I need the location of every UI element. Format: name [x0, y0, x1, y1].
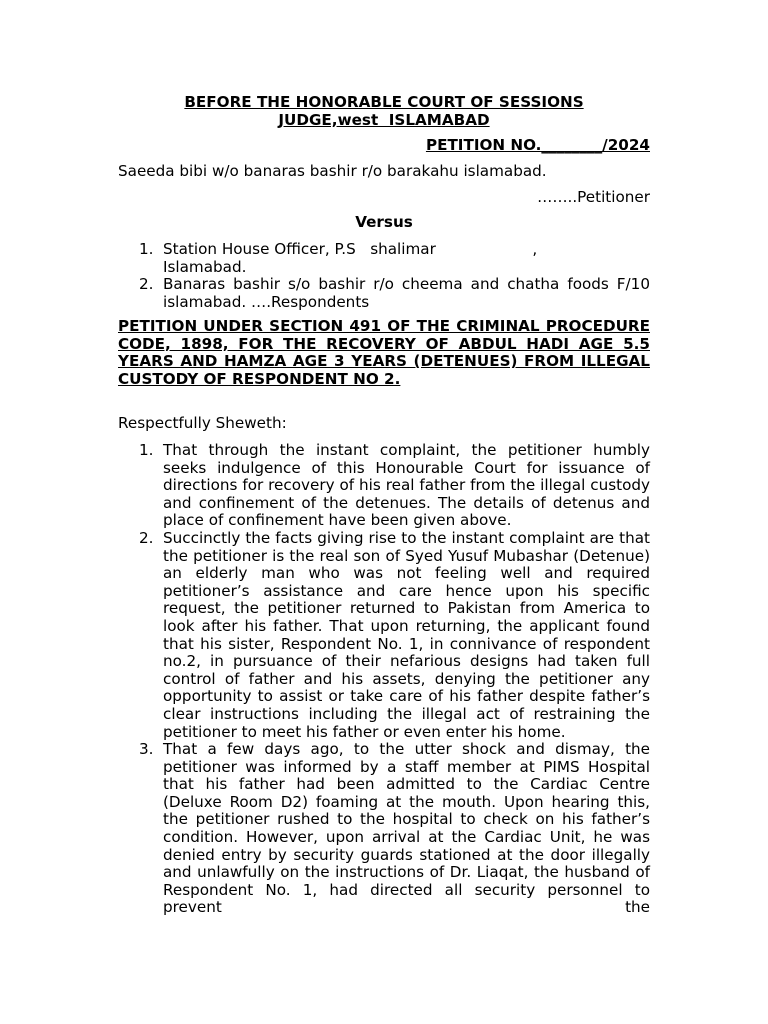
paragraph-text: That through the instant complaint, the petitioner humbly seeks indulgence of this Honourable Court for issuance of directions for recovery of his real father from the illegal custody and confinement of the detenues. The details of detenus and place of confinement have been given above. [163, 441, 650, 530]
respondent-text: Banaras bashir s/o bashir r/o cheema and chatha foods F/10 islamabad. ….Respondents [163, 275, 650, 311]
respondent-item [118, 241, 650, 276]
paragraph-text: That a few days ago, to the utter shock and dismay, the petitioner was informed by a staff member at PIMS Hospital that his father had been admitted to the Cardiac Centre (Deluxe Room D2) foaming at the mouth. Upon hearing this, the petitioner rushed to the hospital to check on his father’s condition. However, upon arrival at the Cardiac Unit, he was denied entry by security guards stationed at the door illegally and unlawfully on the instructions of Dr. Liaqat, the husband of Respondent No. 1, had directed all security personnel to prevent the [163, 740, 650, 917]
respondent-text: Station House Officer, P.S shalimar , Islamabad. [163, 240, 538, 276]
petitioner-line: Saeeda bibi w/o banaras bashir r/o barakahu islamabad. [118, 162, 547, 180]
paragraph-text: Succinctly the facts giving rise to the instant complaint are that the petitioner is the real son of Syed Yusuf Mubashar (Detenue) an elderly man who was not feeling well and required petitioner’s assistance and care hence upon his specific request, the petitioner returned to Pakistan from America to look after his father. That upon returning, the applicant found that his sister, Respondent No. 1, in connivance of respondent no.2, in pursuance of their nefarious designs had taken full control of father and his assets, denying the petitioner any opportunity to assist or take care of his father despite father’s clear instructions including the illegal act of restraining the petitioner to meet his father or even enter his home. [163, 528, 650, 741]
respondent-item [118, 276, 650, 311]
versus-label: Versus [355, 213, 413, 231]
respondent-number: 2. [139, 275, 154, 294]
paragraph-item [118, 530, 650, 741]
court-title-line-1: BEFORE THE HONORABLE COURT OF SESSIONS [184, 93, 584, 111]
petition-heading: PETITION UNDER SECTION 491 OF THE CRIMINAL PROCEDURE CODE, 1898, FOR THE RECOVERY OF ABDUL HADI AGE 5.5 YEARS AND HAMZA AGE 3 YEARS (DETENUES) FROM ILLEGAL CUSTODY OF RESPONDENT NO 2. [118, 317, 650, 388]
court-title [118, 94, 650, 129]
petitioner-label: ……..Petitioner [537, 188, 650, 206]
petition-number: PETITION NO.________/2024 [425, 136, 650, 154]
respondents-list [118, 241, 650, 311]
paragraph-number: 1. [139, 441, 154, 459]
salutation: Respectfully Sheweth: [118, 414, 287, 432]
paragraphs-list [118, 442, 650, 917]
respondent-number: 1. [139, 240, 154, 258]
paragraph-item [118, 741, 650, 917]
paragraph-number: 3. [139, 740, 154, 759]
paragraph-item [118, 442, 650, 530]
paragraph-number: 2. [139, 528, 154, 547]
court-title-line-2: JUDGE,west ISLAMABAD [278, 110, 490, 129]
